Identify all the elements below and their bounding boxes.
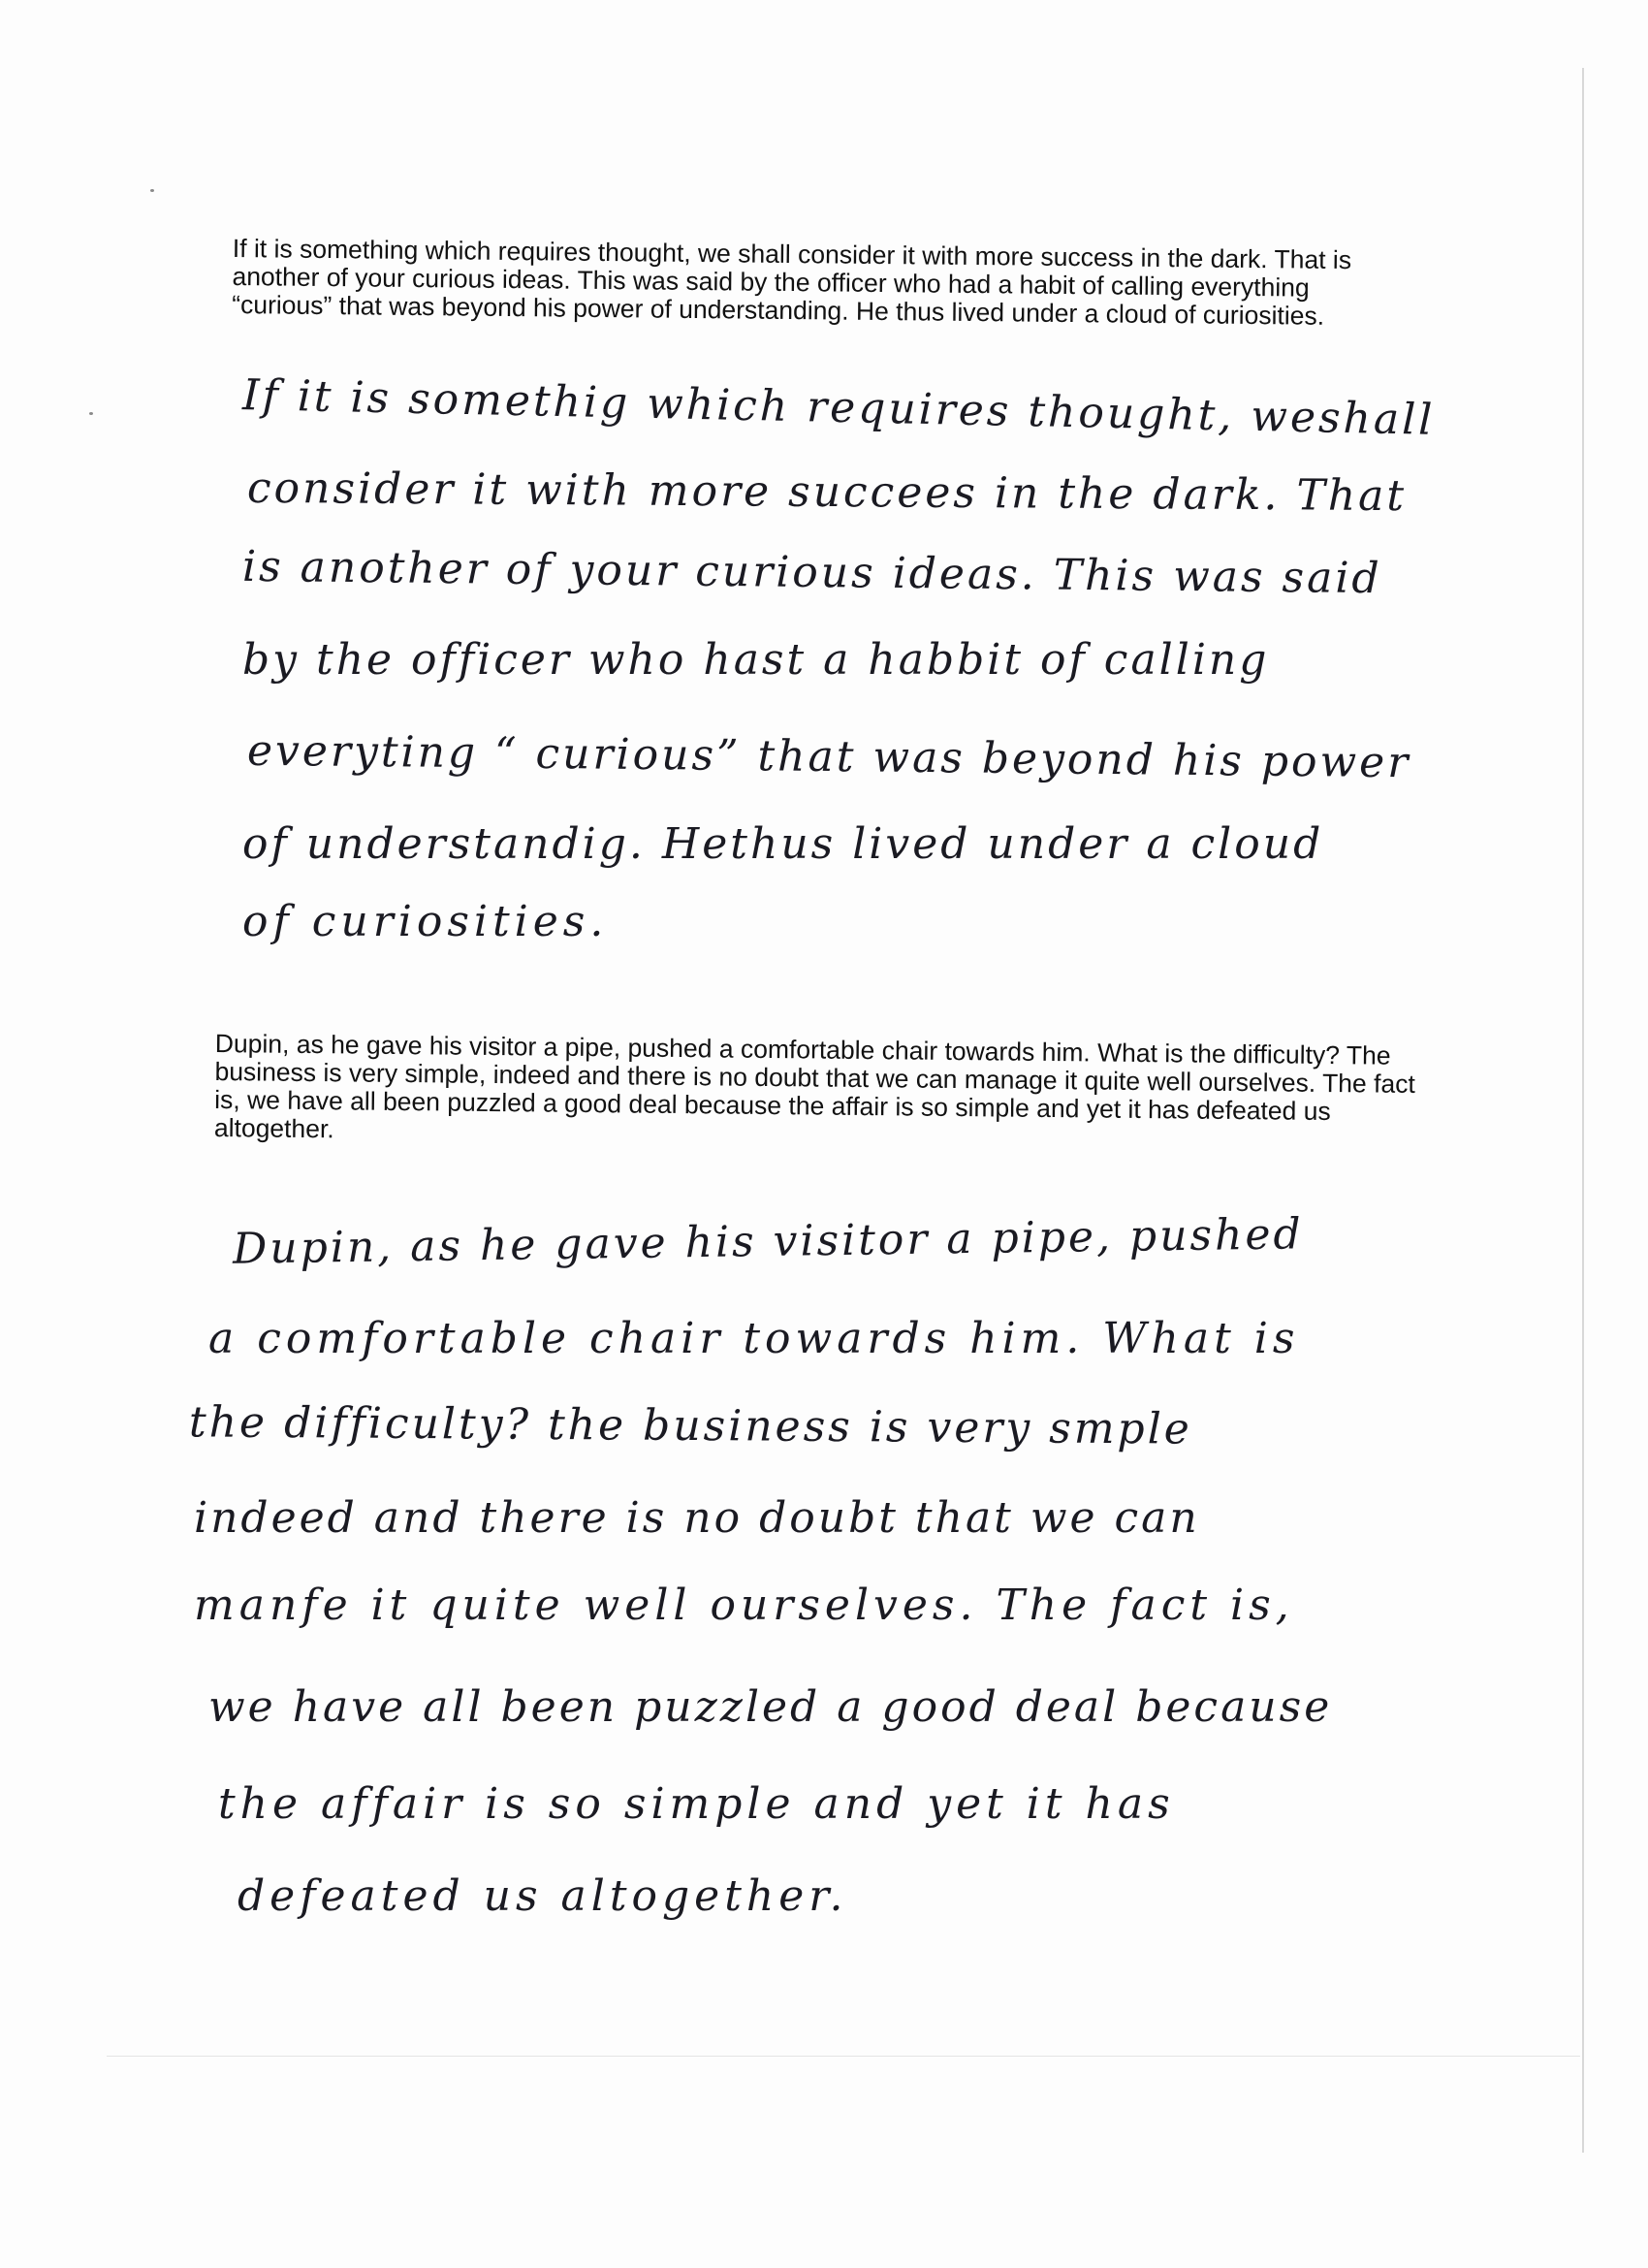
- handwritten-line: everyting “ curious” that was beyond his power: [246, 725, 1411, 788]
- handwritten-line: Dupin, as he gave his visitor a pipe, pushed: [232, 1209, 1304, 1274]
- handwritten-line: a comfortable chair towards him. What is: [208, 1314, 1300, 1363]
- scan-speck: [150, 189, 154, 192]
- handwritten-line: the difficulty? the business is very smple: [188, 1397, 1192, 1454]
- handwritten-line: we have all been puzzled a good deal because: [208, 1682, 1333, 1732]
- handwritten-line: of understandig. Hethus lived under a cloud: [242, 819, 1324, 869]
- handwritten-line: by the officer who hast a habbit of calling: [242, 635, 1270, 685]
- scan-speck: [89, 412, 93, 415]
- page-bottom-edge: [107, 2056, 1580, 2057]
- handwritten-line: defeated us altogether.: [238, 1871, 848, 1921]
- printed-passage-2: Dupin, as he gave his visitor a pipe, pushed a comfortable chair towards him. What is the difficulty? The business is very simple, indeed and there is no doubt that we can manage it quite well ourselves. The fact is, we have all been puzzled a good deal because the affair is so simple and yet it has defeated us altogether.: [213, 1029, 1415, 1144]
- page-edge-shadow: [1582, 68, 1584, 2153]
- handwritten-line: is another of your curious ideas. This was said: [241, 541, 1382, 604]
- handwritten-line: indeed and there is no doubt that we can: [194, 1493, 1200, 1543]
- printed-passage-1: If it is something which requires thought, we shall consider it with more success in the dark. That is another of your curious ideas. This was said by the officer who had a habit of calling everything “curious” that was beyond his power of understanding. He thus lived under a cloud of curiosities.: [232, 234, 1352, 331]
- handwritten-line: of curiosities.: [242, 897, 609, 946]
- handwritten-line: consider it with more succees in the dark. That: [246, 463, 1408, 522]
- handwritten-line: manfe it quite well ourselves. The fact is,: [194, 1581, 1294, 1630]
- handwritten-line: If it is somethig which requires thought, weshall: [241, 370, 1436, 445]
- handwritten-line: the affair is so simple and yet it has: [218, 1779, 1175, 1829]
